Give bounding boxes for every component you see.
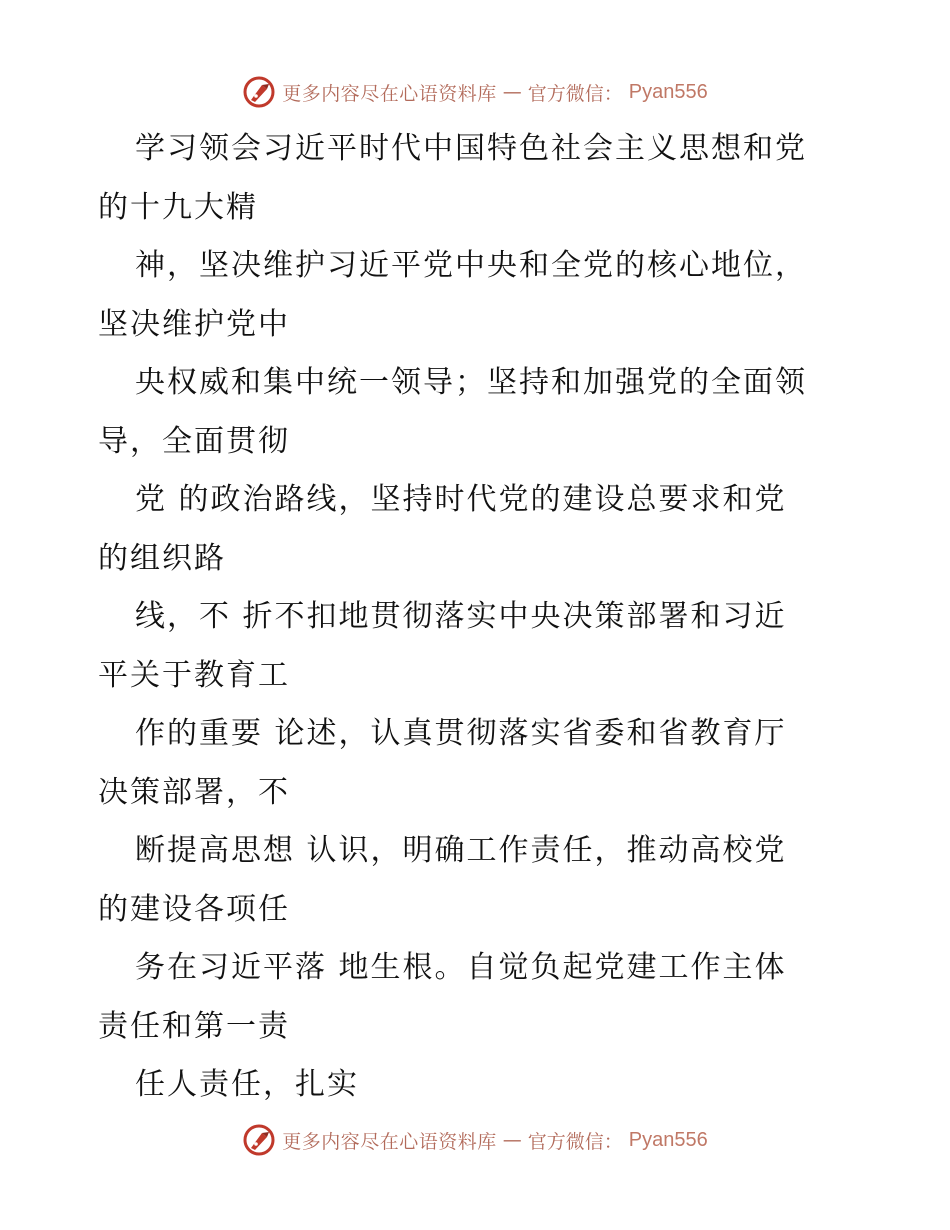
text-line-9: 线，不 折不扣地贯彻落实中央决策部署和习近 xyxy=(135,599,787,634)
banner-dash: — xyxy=(502,81,522,103)
brand-text: 更多内容尽在心语资料库 xyxy=(282,1130,497,1153)
footer-banner xyxy=(0,1120,950,1160)
text-line-3: 神，坚决维护习近平党中央和全党的核心地位， xyxy=(135,248,807,283)
pen-nib-logo-icon xyxy=(242,75,276,109)
text-line-15: 务在习近平落 地生根。自觉负起党建工作主体 xyxy=(135,950,787,985)
text-line-13: 断提高思想 认识，明确工作责任，推动高校党 xyxy=(135,833,787,868)
text-line-4: 坚决维护党中 xyxy=(98,306,290,342)
text-line-17: 任人责任，扎实 xyxy=(135,1067,359,1102)
text-line-1: 学习领会习近平时代中国特色社会主义思想和党 xyxy=(135,131,807,166)
text-line-2: 的十九大精 xyxy=(98,189,258,225)
text-line-16: 责任和第一责 xyxy=(98,1008,290,1044)
wechat-id: Pyan556 xyxy=(628,80,708,103)
text-line-6: 导，全面贯彻 xyxy=(98,423,290,459)
document-body xyxy=(98,120,858,1115)
wechat-label: 官方微信： xyxy=(527,82,623,105)
wechat-label: 官方微信： xyxy=(527,1130,623,1153)
brand-text: 更多内容尽在心语资料库 xyxy=(282,82,497,105)
text-line-10: 平关于教育工 xyxy=(98,657,290,693)
text-line-5: 央权威和集中统一领导；坚持和加强党的全面领 xyxy=(135,365,807,400)
text-line-14: 的建设各项任 xyxy=(98,891,290,927)
text-line-8: 的组织路 xyxy=(98,540,226,576)
pen-nib-logo-icon xyxy=(242,1123,276,1157)
header-banner xyxy=(0,72,950,112)
text-line-11: 作的重要 论述，认真贯彻落实省委和省教育厅 xyxy=(135,716,787,751)
text-line-7: 党 的政治路线，坚持时代党的建设总要求和党 xyxy=(135,482,787,517)
wechat-id: Pyan556 xyxy=(628,1128,708,1151)
text-line-12: 决策部署，不 xyxy=(98,774,290,810)
banner-dash: — xyxy=(502,1129,522,1151)
